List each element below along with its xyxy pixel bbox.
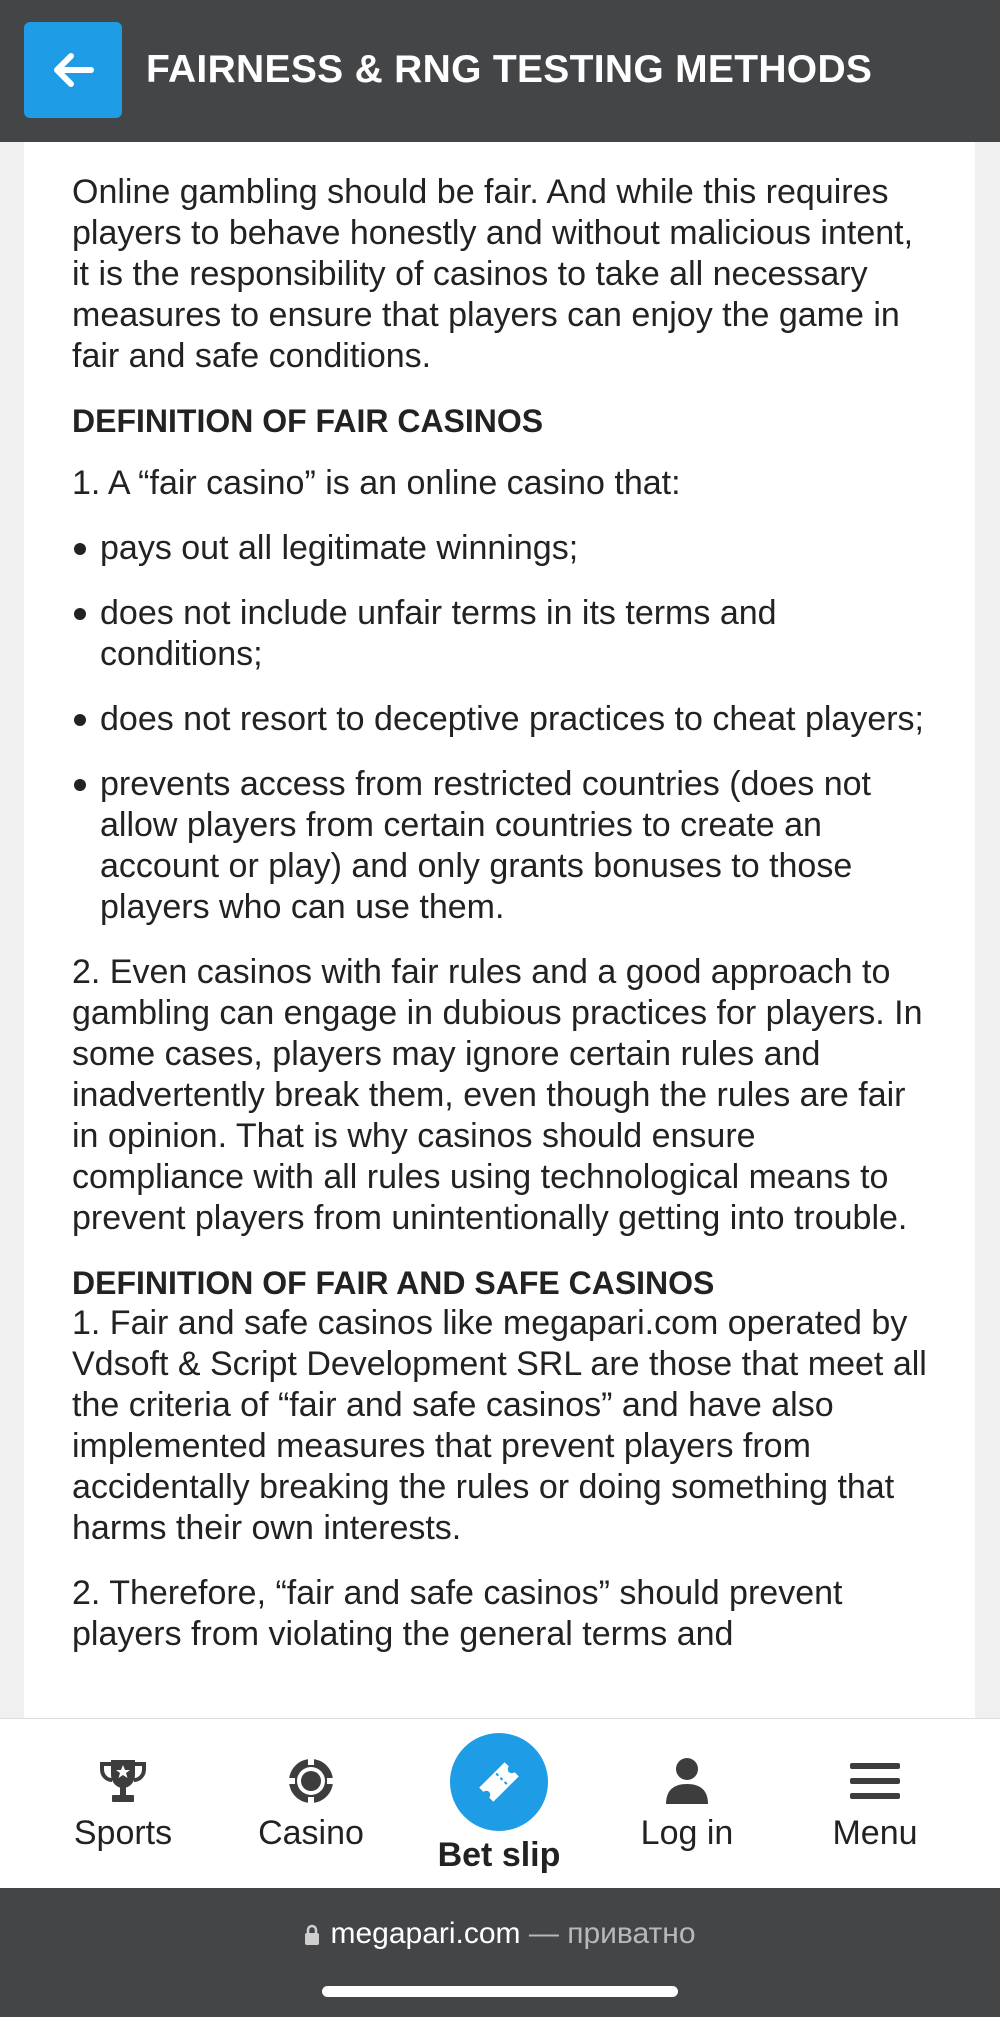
- list-item: does not resort to deceptive practices to cheat players;: [72, 699, 927, 740]
- paragraph-therefore: 2. Therefore, “fair and safe casinos” should prevent players from violating the general terms and: [72, 1574, 843, 1653]
- home-indicator[interactable]: [322, 1986, 678, 1997]
- list-item: does not include unfair terms in its terms and conditions;: [72, 593, 927, 675]
- bet-slip-button[interactable]: [450, 1733, 548, 1831]
- trophy-icon: [98, 1756, 148, 1806]
- intro-paragraph: Online gambling should be fair. And while this requires players to behave honestly and without malicious intent, it is the responsibility of casinos to take all necessary measures to ensure that players can enjoy the game in fair and safe conditions.: [72, 173, 914, 375]
- tab-log-in[interactable]: [592, 1719, 782, 1889]
- paragraph-fair-safe-definition: 1. Fair and safe casinos like megapari.com operated by Vdsoft & Script Development SRL are those that meet all the criteria of “fair and safe casinos” and have also implemented measures that prevent players from accidentally breaking the rules or doing something that harms their own interests.: [72, 1304, 927, 1547]
- section-heading-fair-safe-casinos: DEFINITION OF FAIR AND SAFE CASINOS: [72, 1265, 715, 1301]
- tab-bet-slip-label: Bet slip: [437, 1836, 561, 1874]
- criteria-list: [72, 528, 927, 928]
- page-title: FAIRNESS & RNG TESTING METHODS: [146, 48, 873, 91]
- lock-icon: [304, 1924, 320, 1946]
- list-item: pays out all legitimate winnings;: [72, 528, 927, 569]
- ticket-icon: [473, 1756, 525, 1808]
- article-body: [24, 142, 975, 1718]
- tab-sports[interactable]: [28, 1719, 218, 1889]
- browser-address-bar: [0, 1888, 1000, 2017]
- bottom-tab-bar: [0, 1718, 1000, 1888]
- tab-menu-label: Menu: [832, 1814, 918, 1852]
- tab-bet-slip[interactable]: [404, 1719, 594, 1889]
- section-heading-fair-casinos: DEFINITION OF FAIR CASINOS: [72, 403, 544, 439]
- url-display[interactable]: [0, 1914, 1000, 1954]
- arrow-left-icon: [51, 52, 95, 88]
- top-bar: [0, 0, 1000, 142]
- tab-log-in-label: Log in: [640, 1814, 734, 1852]
- hamburger-menu-icon: [850, 1761, 900, 1801]
- user-icon: [664, 1756, 710, 1806]
- casino-chip-icon: [287, 1757, 335, 1805]
- tab-sports-label: Sports: [73, 1814, 173, 1852]
- url-domain: megapari.com: [330, 1917, 521, 1950]
- tab-menu[interactable]: [780, 1719, 970, 1889]
- tab-casino-label: Casino: [258, 1814, 364, 1852]
- definition-paragraph: 1. A “fair casino” is an online casino that:: [72, 464, 681, 502]
- list-item: prevents access from restricted countries (does not allow players from certain countries to create an account or play) and only grants bonuses to those players who can use them.: [72, 764, 927, 928]
- back-button[interactable]: [24, 22, 122, 118]
- content-area[interactable]: [0, 142, 1000, 1718]
- privacy-label: — приватно: [520, 1917, 696, 1950]
- paragraph-even-casinos: 2. Even casinos with fair rules and a good approach to gambling can engage in dubious practices for players. In some cases, players may ignore certain rules and inadvertently break them, even though the rules are fair in opinion. That is why casinos should ensure compliance with all rules using technological means to prevent players from unintentionally getting into trouble.: [72, 953, 923, 1237]
- tab-casino[interactable]: [216, 1719, 406, 1889]
